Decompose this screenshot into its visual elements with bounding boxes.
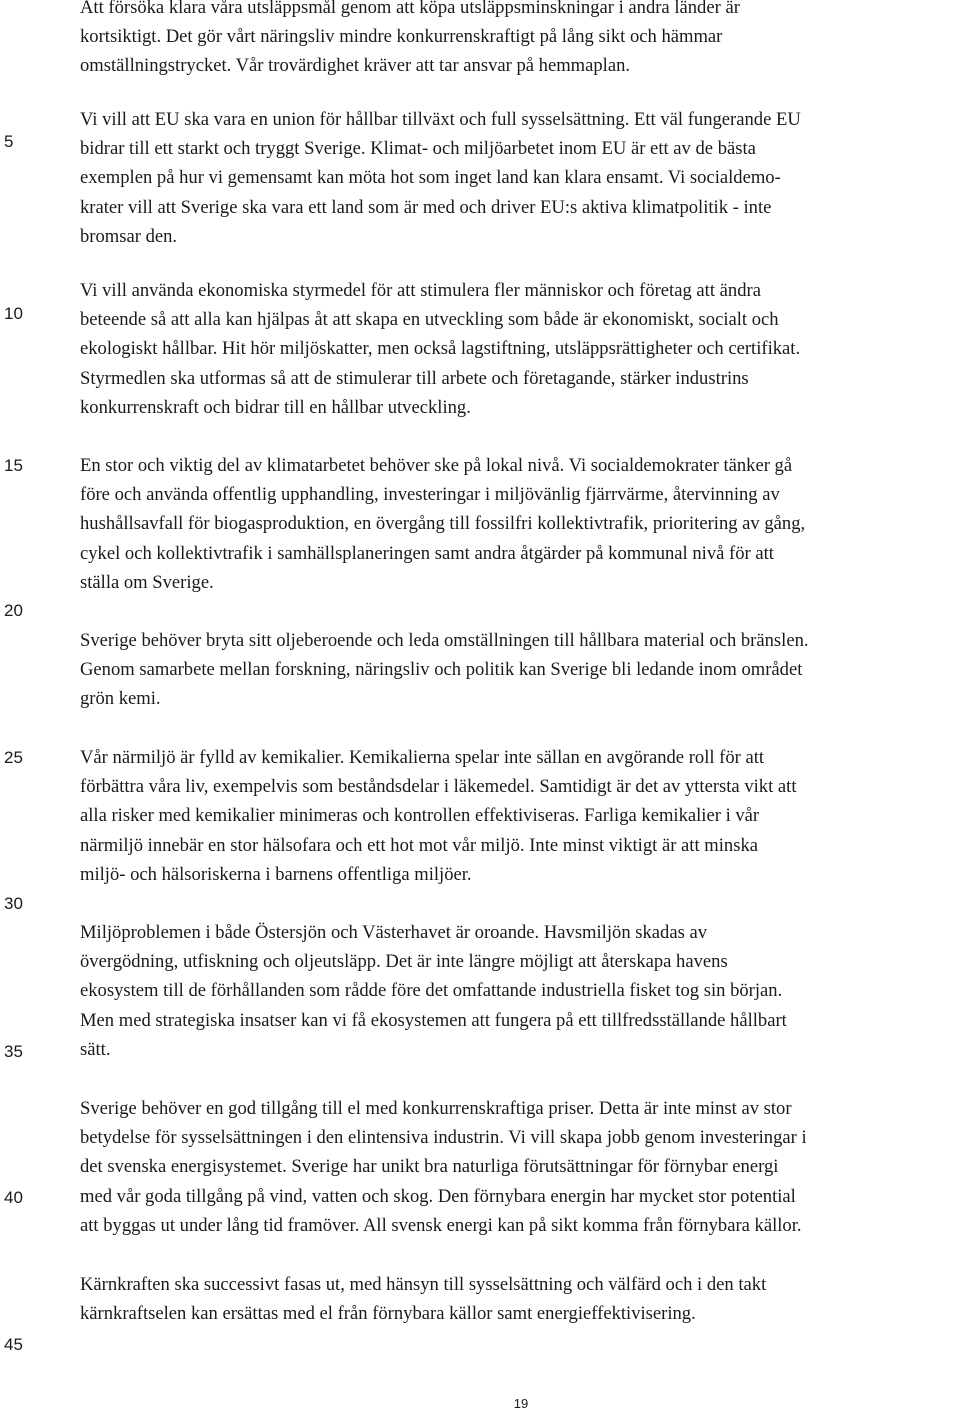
text-line: kortsiktigt. Det gör vårt näringsliv mindre konkurrenskraftigt på lång sikt och hämmar	[80, 26, 723, 48]
text-line: ekosystem till de förhållanden som rådde före det omfattande industriella fisket tog sin början.	[80, 980, 783, 1002]
text-line: bidrar till ett starkt och tryggt Sverige. Klimat- och miljöarbetet inom EU är ett av de bästa	[80, 138, 756, 160]
text-line: omställningstrycket. Vår trovärdighet kräver att tar ansvar på hemmaplan.	[80, 55, 631, 77]
line-number-5: 5	[4, 132, 14, 151]
text-line: Miljöproblemen i både Östersjön och Västerhavet är oroande. Havsmiljön skadas av	[80, 922, 708, 943]
text-line: krater vill att Sverige ska vara ett land som är med och driver EU:s aktiva klimatpolitik - inte	[80, 196, 772, 218]
line-number-25: 25	[4, 748, 23, 767]
paragraph-1	[80, 0, 740, 81]
text-line: Sverige behöver bryta sitt oljeberoende och leda omställningen till hållbara material och bränslen.	[80, 630, 809, 651]
text-line: närmiljö innebär en stor hälsofara och ett hot mot vår miljö. Inte minst viktigt är att minska	[80, 834, 758, 856]
text-line: bromsar den.	[80, 225, 178, 247]
text-line: det svenska energisystemet. Sverige har unikt bra naturliga förutsättningar för förnybar energi	[80, 1156, 779, 1178]
text-line: Kärnkraften ska successivt fasas ut, med hänsyn till sysselsättning och välfärd och i den takt	[80, 1274, 767, 1295]
paragraph-5	[80, 626, 809, 714]
text-line: med vår goda tillgång på vind, vatten och skog. Den förnybara energin har mycket stor potential	[80, 1185, 796, 1207]
paragraph-3	[80, 276, 800, 422]
paragraph-2	[80, 105, 801, 251]
page-number: 19	[513, 1396, 529, 1411]
text-line: alla risker med kemikalier minimeras och kontrollen effektiviseras. Farliga kemikalier i vår	[80, 805, 760, 827]
text-line: sätt.	[80, 1038, 111, 1060]
text-line: konkurrenskraft och bidrar till en hållbar utveckling.	[80, 396, 471, 418]
paragraph-6	[80, 743, 797, 889]
text-line: ställa om Sverige.	[80, 571, 214, 593]
text-line: beteende så att alla kan hjälpas åt att skapa en utveckling som både är ekonomiskt, socialt och	[80, 309, 779, 331]
text-line: cykel och kollektivtrafik i samhällsplaneringen samt andra åtgärder på kommunal nivå för att	[80, 542, 774, 564]
line-number-30: 30	[4, 894, 23, 913]
text-line: kärnkraftselen kan ersättas med el från förnybara källor samt energieffektivisering.	[80, 1303, 696, 1325]
paragraph-7	[80, 918, 787, 1064]
text-line: betydelse för sysselsättningen i den elintensiva industrin. Vi vill skapa jobb genom investeringar i	[80, 1127, 807, 1149]
line-number-20: 20	[4, 601, 23, 620]
line-number-10: 10	[4, 304, 23, 323]
text-line: Styrmedlen ska utformas så att de stimulerar till arbete och företagande, stärker industrins	[80, 367, 749, 389]
text-line: Genom samarbete mellan forskning, näringsliv och politik kan Sverige bli ledande inom området	[80, 659, 803, 681]
text-line: Vi vill att EU ska vara en union för hållbar tillväxt och full sysselsättning. Ett väl fungerande EU	[80, 109, 801, 130]
text-line: exemplen på hur vi gemensamt kan möta hot som inget land kan klara ensamt. Vi socialdemo-	[80, 167, 781, 189]
line-number-45: 45	[4, 1335, 23, 1354]
line-number-35: 35	[4, 1042, 23, 1061]
text-line: Sverige behöver en god tillgång till el med konkurrenskraftiga priser. Detta är inte minst av stor	[80, 1098, 792, 1119]
paragraph-9	[80, 1270, 766, 1328]
text-line: grön kemi.	[80, 688, 161, 710]
paragraph-4	[80, 451, 805, 597]
paragraph-8	[80, 1094, 807, 1240]
text-line: miljö- och hälsoriskerna i barnens offentliga miljöer.	[80, 863, 472, 885]
text-line: förbättra våra liv, exempelvis som beståndsdelar i läkemedel. Samtidigt är det av yttersta vikt att	[80, 776, 797, 798]
text-line: Att försöka klara våra utsläppsmål genom att köpa utsläppsminskningar i andra länder är	[80, 0, 740, 18]
text-line: Men med strategiska insatser kan vi få ekosystemen att fungera på ett tillfredsställande hållbart	[80, 1009, 787, 1031]
text-line: En stor och viktig del av klimatarbetet behöver ske på lokal nivå. Vi socialdemokrater tänker gå	[80, 455, 793, 476]
line-number-40: 40	[4, 1188, 23, 1207]
text-line: hushållsavfall för biogasproduktion, en övergång till fossilfri kollektivtrafik, prioritering av gång,	[80, 513, 806, 535]
text-line: att byggas ut under lång tid framöver. All svensk energi kan på sikt komma från förnybara källor.	[80, 1214, 802, 1236]
text-line: före och använda offentlig upphandling, investeringar i miljövänlig fjärrvärme, återvinning av	[80, 484, 780, 506]
line-number-15: 15	[4, 456, 23, 475]
text-line: Vår närmiljö är fylld av kemikalier. Kemikalierna spelar inte sällan en avgörande roll för att	[80, 747, 765, 768]
text-line: ekologiskt hållbar. Hit hör miljöskatter, men också lagstiftning, utsläppsrättigheter och certifikat.	[80, 338, 801, 360]
text-line: Vi vill använda ekonomiska styrmedel för att stimulera fler människor och företag att ändra	[80, 280, 761, 301]
text-line: övergödning, utfiskning och oljeutsläpp. Det är inte längre möjligt att återskapa havens	[80, 951, 728, 973]
